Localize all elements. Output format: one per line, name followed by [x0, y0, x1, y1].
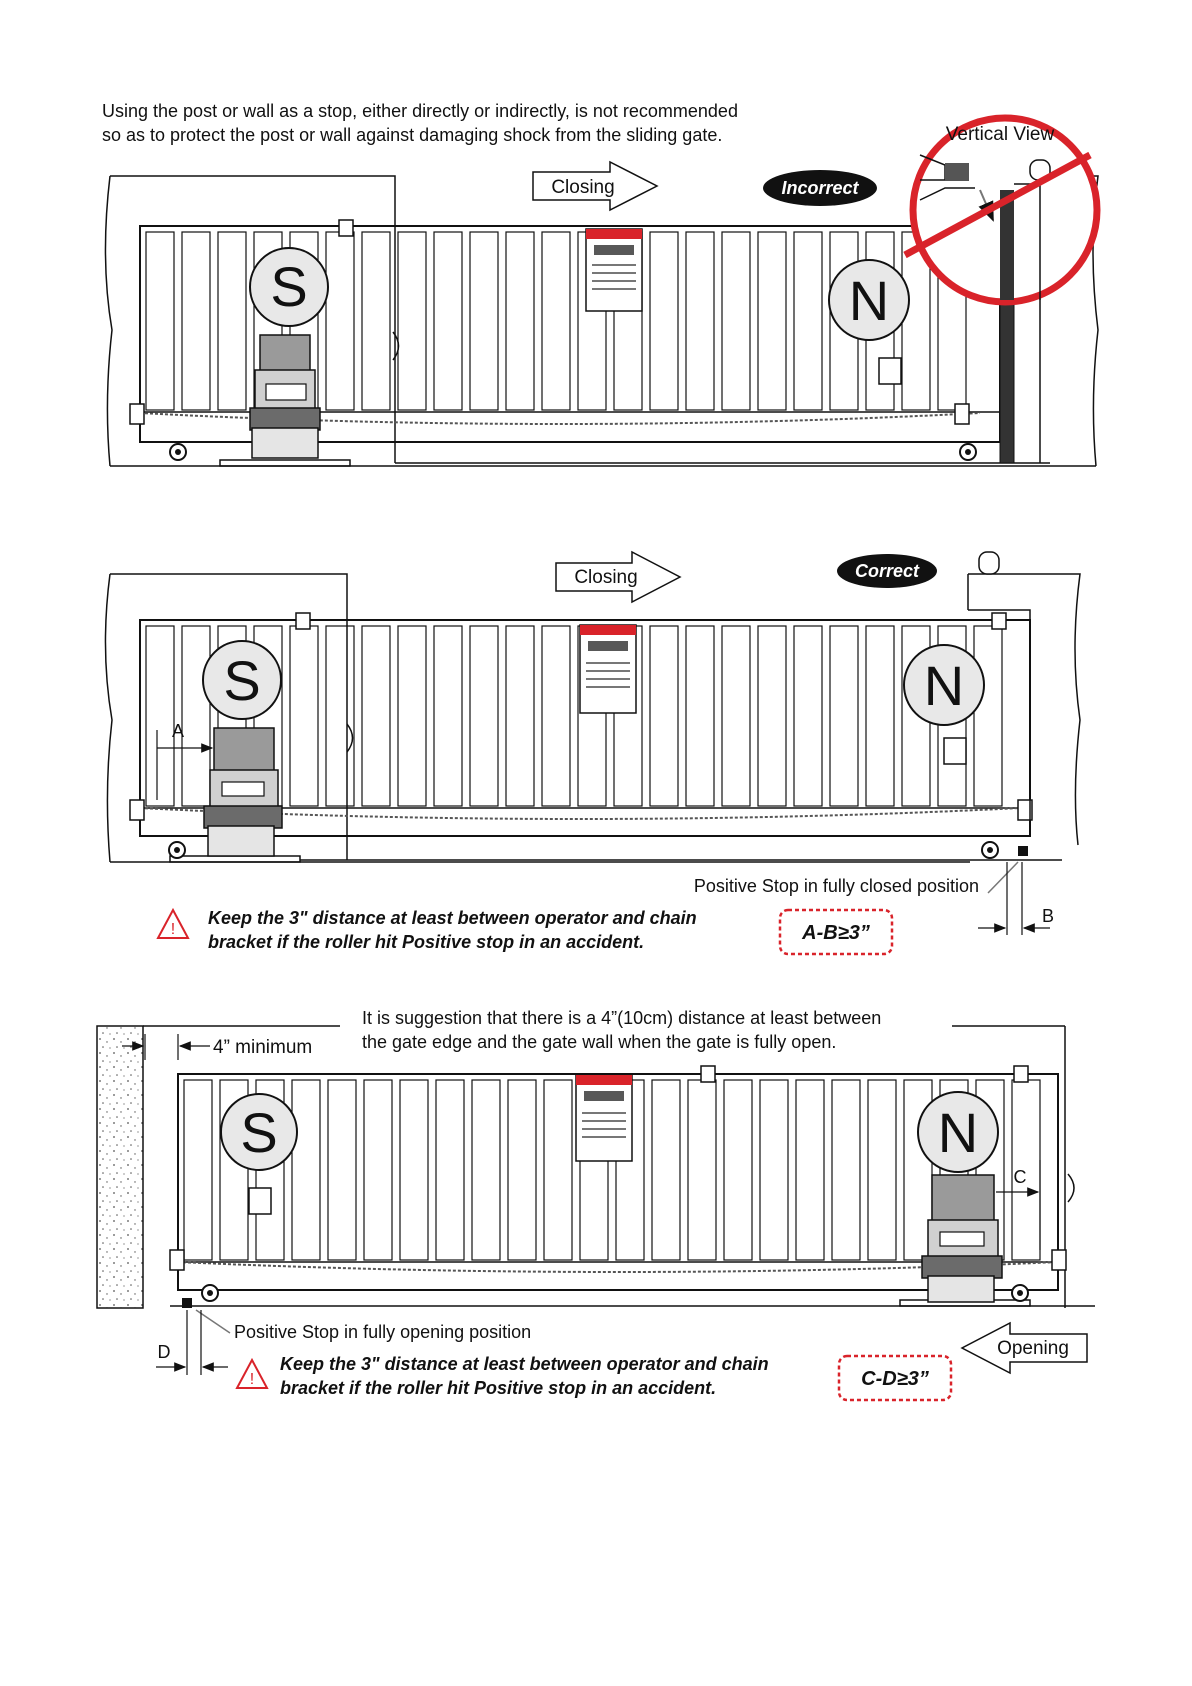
s-label: S	[240, 1101, 278, 1164]
gate-picket	[794, 626, 822, 806]
warning-sign	[586, 229, 642, 311]
concrete-wall	[97, 1026, 143, 1308]
warning-line-1: Keep the 3" distance at least between operator and chain	[208, 908, 697, 928]
gate-picket	[974, 626, 1002, 806]
gate-operator	[922, 1175, 1002, 1302]
warning-triangle-icon	[237, 1360, 267, 1388]
gate-picket	[542, 626, 570, 806]
n-label: N	[923, 654, 965, 717]
panel-incorrect	[105, 118, 1098, 466]
gate-picket	[866, 626, 894, 806]
gate-picket	[182, 626, 210, 806]
warning-line-2: bracket if the roller hit Positive stop in an accident.	[208, 932, 645, 952]
gate-operator	[250, 335, 320, 458]
n-label: N	[848, 269, 890, 332]
opening-arrow	[962, 1323, 1087, 1373]
note-line-2: the gate edge and the gate wall when the gate is fully open.	[362, 1032, 837, 1052]
gate-picket	[796, 1080, 824, 1260]
dim-c-label: C	[1013, 1167, 1027, 1187]
opening-label: Opening	[997, 1338, 1069, 1359]
gate-picket	[434, 626, 462, 806]
gate-picket	[760, 1080, 788, 1260]
gate-operator	[204, 728, 282, 856]
gate-picket	[398, 626, 426, 806]
formula-text: C-D≥3”	[861, 1368, 929, 1390]
svg-text:!: !	[249, 1371, 255, 1388]
gate-picket	[292, 1080, 320, 1260]
panel-correct	[105, 552, 1080, 954]
gate-picket	[434, 232, 462, 410]
gate-picket	[436, 1080, 464, 1260]
gate-picket	[686, 626, 714, 806]
incorrect-badge-text: Incorrect	[781, 178, 859, 198]
gate-picket	[544, 1080, 572, 1260]
warning-line-2: bracket if the roller hit Positive stop in an accident.	[280, 1378, 717, 1398]
gate-picket	[362, 626, 390, 806]
gate-picket	[652, 1080, 680, 1260]
intro-line-2: so as to protect the post or wall against damaging shock from the sliding gate.	[102, 125, 723, 145]
warning-line-1: Keep the 3" distance at least between operator and chain	[280, 1354, 769, 1374]
gate-picket	[470, 626, 498, 806]
gate-picket	[542, 232, 570, 410]
gate-picket	[146, 626, 174, 806]
dim-d-label: D	[157, 1342, 171, 1362]
gate-picket	[758, 626, 786, 806]
gate-picket	[326, 626, 354, 806]
gate-picket	[472, 1080, 500, 1260]
gate-picket	[326, 232, 354, 410]
dim-b-label: B	[1041, 906, 1055, 926]
positive-stop	[182, 1298, 192, 1308]
prohibition-sign	[905, 118, 1097, 302]
gate-picket	[290, 626, 318, 806]
positive-stop	[1018, 846, 1028, 856]
warning-triangle-icon	[158, 910, 188, 938]
gate-picket	[868, 1080, 896, 1260]
closing-label: Closing	[551, 177, 615, 198]
note-line-1: It is suggestion that there is a 4”(10cm) distance at least between	[362, 1008, 882, 1028]
gate-picket	[722, 232, 750, 410]
gate-picket	[686, 232, 714, 410]
gate-picket	[182, 232, 210, 410]
intro-line-1: Using the post or wall as a stop, either directly or indirectly, is not recommended	[102, 101, 738, 121]
correct-badge-text: Correct	[854, 561, 920, 581]
gate-picket	[758, 232, 786, 410]
s-label: S	[223, 649, 261, 712]
positive-stop-label: Positive Stop in fully closed position	[693, 876, 979, 896]
dim-a-label: A	[171, 721, 185, 741]
vertical-view-label: Vertical View	[945, 124, 1055, 145]
gate-picket	[362, 232, 390, 410]
warning-sign	[576, 1075, 632, 1161]
n-label: N	[937, 1101, 979, 1164]
gate-picket	[398, 232, 426, 410]
gate-picket	[400, 1080, 428, 1260]
gate-picket	[832, 1080, 860, 1260]
closing-arrow	[533, 162, 657, 210]
positive-stop-label: Positive Stop in fully opening position	[234, 1322, 532, 1342]
gate-picket	[722, 626, 750, 806]
gate-picket	[724, 1080, 752, 1260]
gate-picket	[184, 1080, 212, 1260]
gate-picket	[794, 232, 822, 410]
gate-picket	[506, 626, 534, 806]
panel-opening	[97, 1008, 1095, 1400]
formula-text: A-B≥3”	[802, 922, 870, 944]
closing-label: Closing	[574, 567, 638, 588]
gate-picket	[470, 232, 498, 410]
gate-picket	[830, 626, 858, 806]
gate-picket	[650, 232, 678, 410]
warning-sign	[580, 625, 636, 713]
min-distance-label: 4” minimum	[213, 1037, 313, 1058]
svg-text:!: !	[170, 921, 176, 938]
gate-picket	[364, 1080, 392, 1260]
gate-picket	[508, 1080, 536, 1260]
gate-picket	[146, 232, 174, 410]
gate-picket	[218, 232, 246, 410]
gate-picket	[650, 626, 678, 806]
gate-picket	[328, 1080, 356, 1260]
s-label: S	[270, 255, 308, 318]
gate-picket	[688, 1080, 716, 1260]
closing-arrow	[556, 552, 680, 602]
gate-picket	[506, 232, 534, 410]
